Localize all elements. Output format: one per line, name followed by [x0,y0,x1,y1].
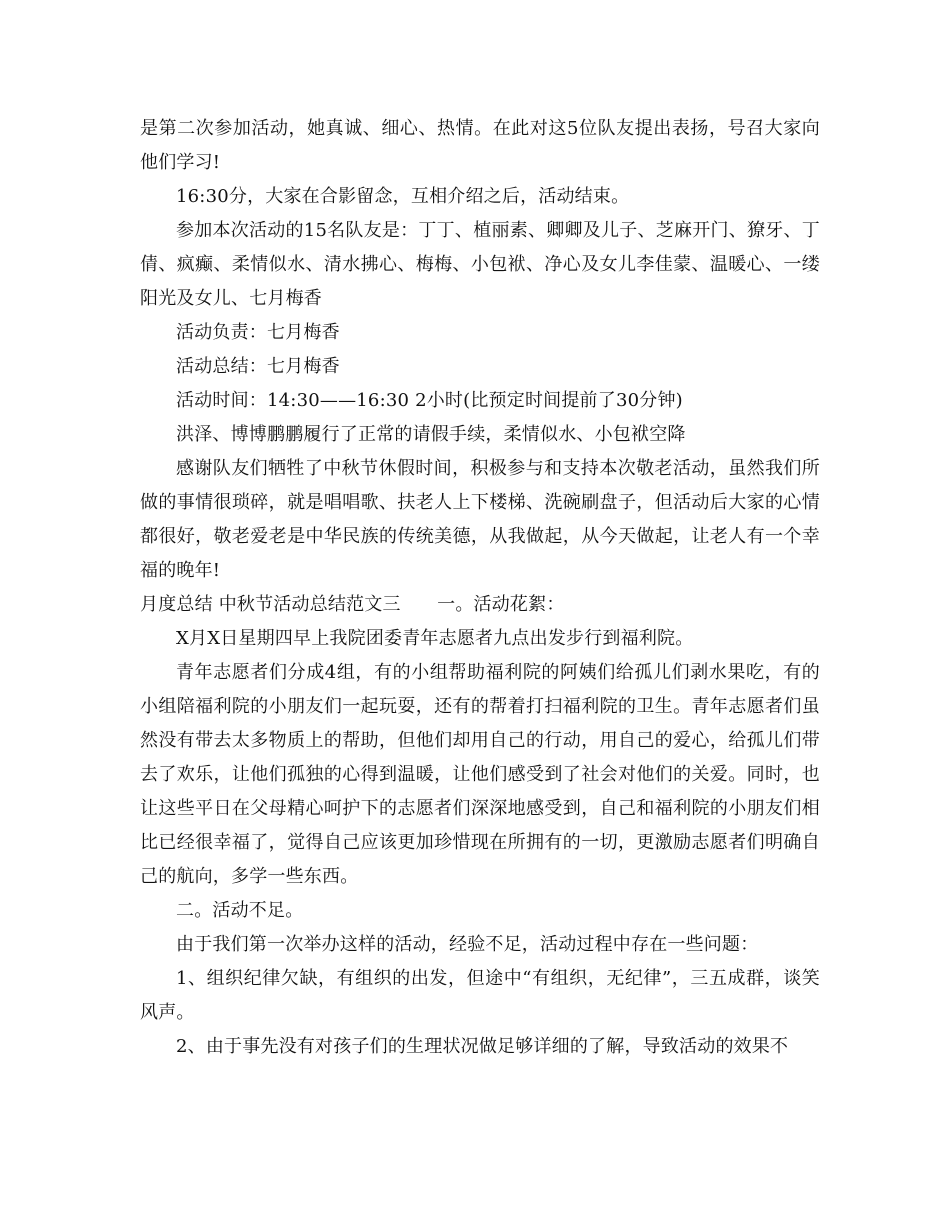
paragraph-5: 活动总结：七月梅香 [176,356,340,377]
paragraph-3: 参加本次活动的15名队友是：丁丁、植丽素、卿卿及儿子、芝麻开门、獠牙、丁倩、疯癫、柔情似水、清水拂心、梅梅、小包袱、净心及女儿李佳蒙、温暖心、一缕阳光及女儿、七月梅香 [140,220,820,309]
paragraph-7: 洪泽、博博鹏鹏履行了正常的请假手续，柔情似水、小包袱空降 [176,424,686,445]
paragraph-15: 2、由于事先没有对孩子们的生理状况做足够详细的了解，导致活动的效果不 [176,1036,789,1057]
document-body [140,112,820,1064]
paragraph-14: 1、组织纪律欠缺，有组织的出发，但途中“有组织，无纪律”，三五成群，谈笑风声。 [140,968,820,1023]
paragraph-4: 活动负责：七月梅香 [176,322,340,343]
paragraph-1: 是第二次参加活动，她真诚、细心、热情。在此对这5位队友提出表扬，号召大家向他们学习! [140,118,820,173]
paragraph-13: 由于我们第一次举办这样的活动，经验不足，活动过程中存在一些问题： [176,934,759,955]
paragraph-10: X月X日星期四早上我院团委青年志愿者九点出发步行到福利院。 [176,628,694,649]
paragraph-6: 活动时间：14:30——16:30 2小时(比预定时间提前了30分钟) [176,390,683,411]
paragraph-2: 16:30分，大家在合影留念，互相介绍之后，活动结束。 [176,186,630,207]
paragraph-11: 青年志愿者们分成4组，有的小组帮助福利院的阿姨们给孤儿们剥水果吃，有的小组陪福利院的小朋友们一起玩耍，还有的帮着打扫福利院的卫生。青年志愿者们虽然没有带去太多物质上的帮助，但他们却用自己的行动，用自己的爱心，给孤儿们带去了欢乐，让他们孤独的心得到温暖，让他们感受到了社会对他们的关爱。同时，也让这些平日在父母精心呵护下的志愿者们深深地感受到，自己和福利院的小朋友们相比已经很幸福了，觉得自己应该更加珍惜现在所拥有的一切，更激励志愿者们明确自己的航向，多学一些东西。 [140,662,820,887]
paragraph-12: 二。活动不足。 [176,900,304,921]
paragraph-8: 感谢队友们牺牲了中秋节休假时间，积极参与和支持本次敬老活动，虽然我们所做的事情很琐碎，就是唱唱歌、扶老人上下楼梯、洗碗刷盘子，但活动后大家的心情都很好，敬老爱老是中华民族的传统美德，从我做起，从今天做起，让老人有一个幸福的晚年! [140,458,820,581]
section-heading-line: 月度总结 中秋节活动总结范文三 一。活动花絮： [140,594,565,615]
